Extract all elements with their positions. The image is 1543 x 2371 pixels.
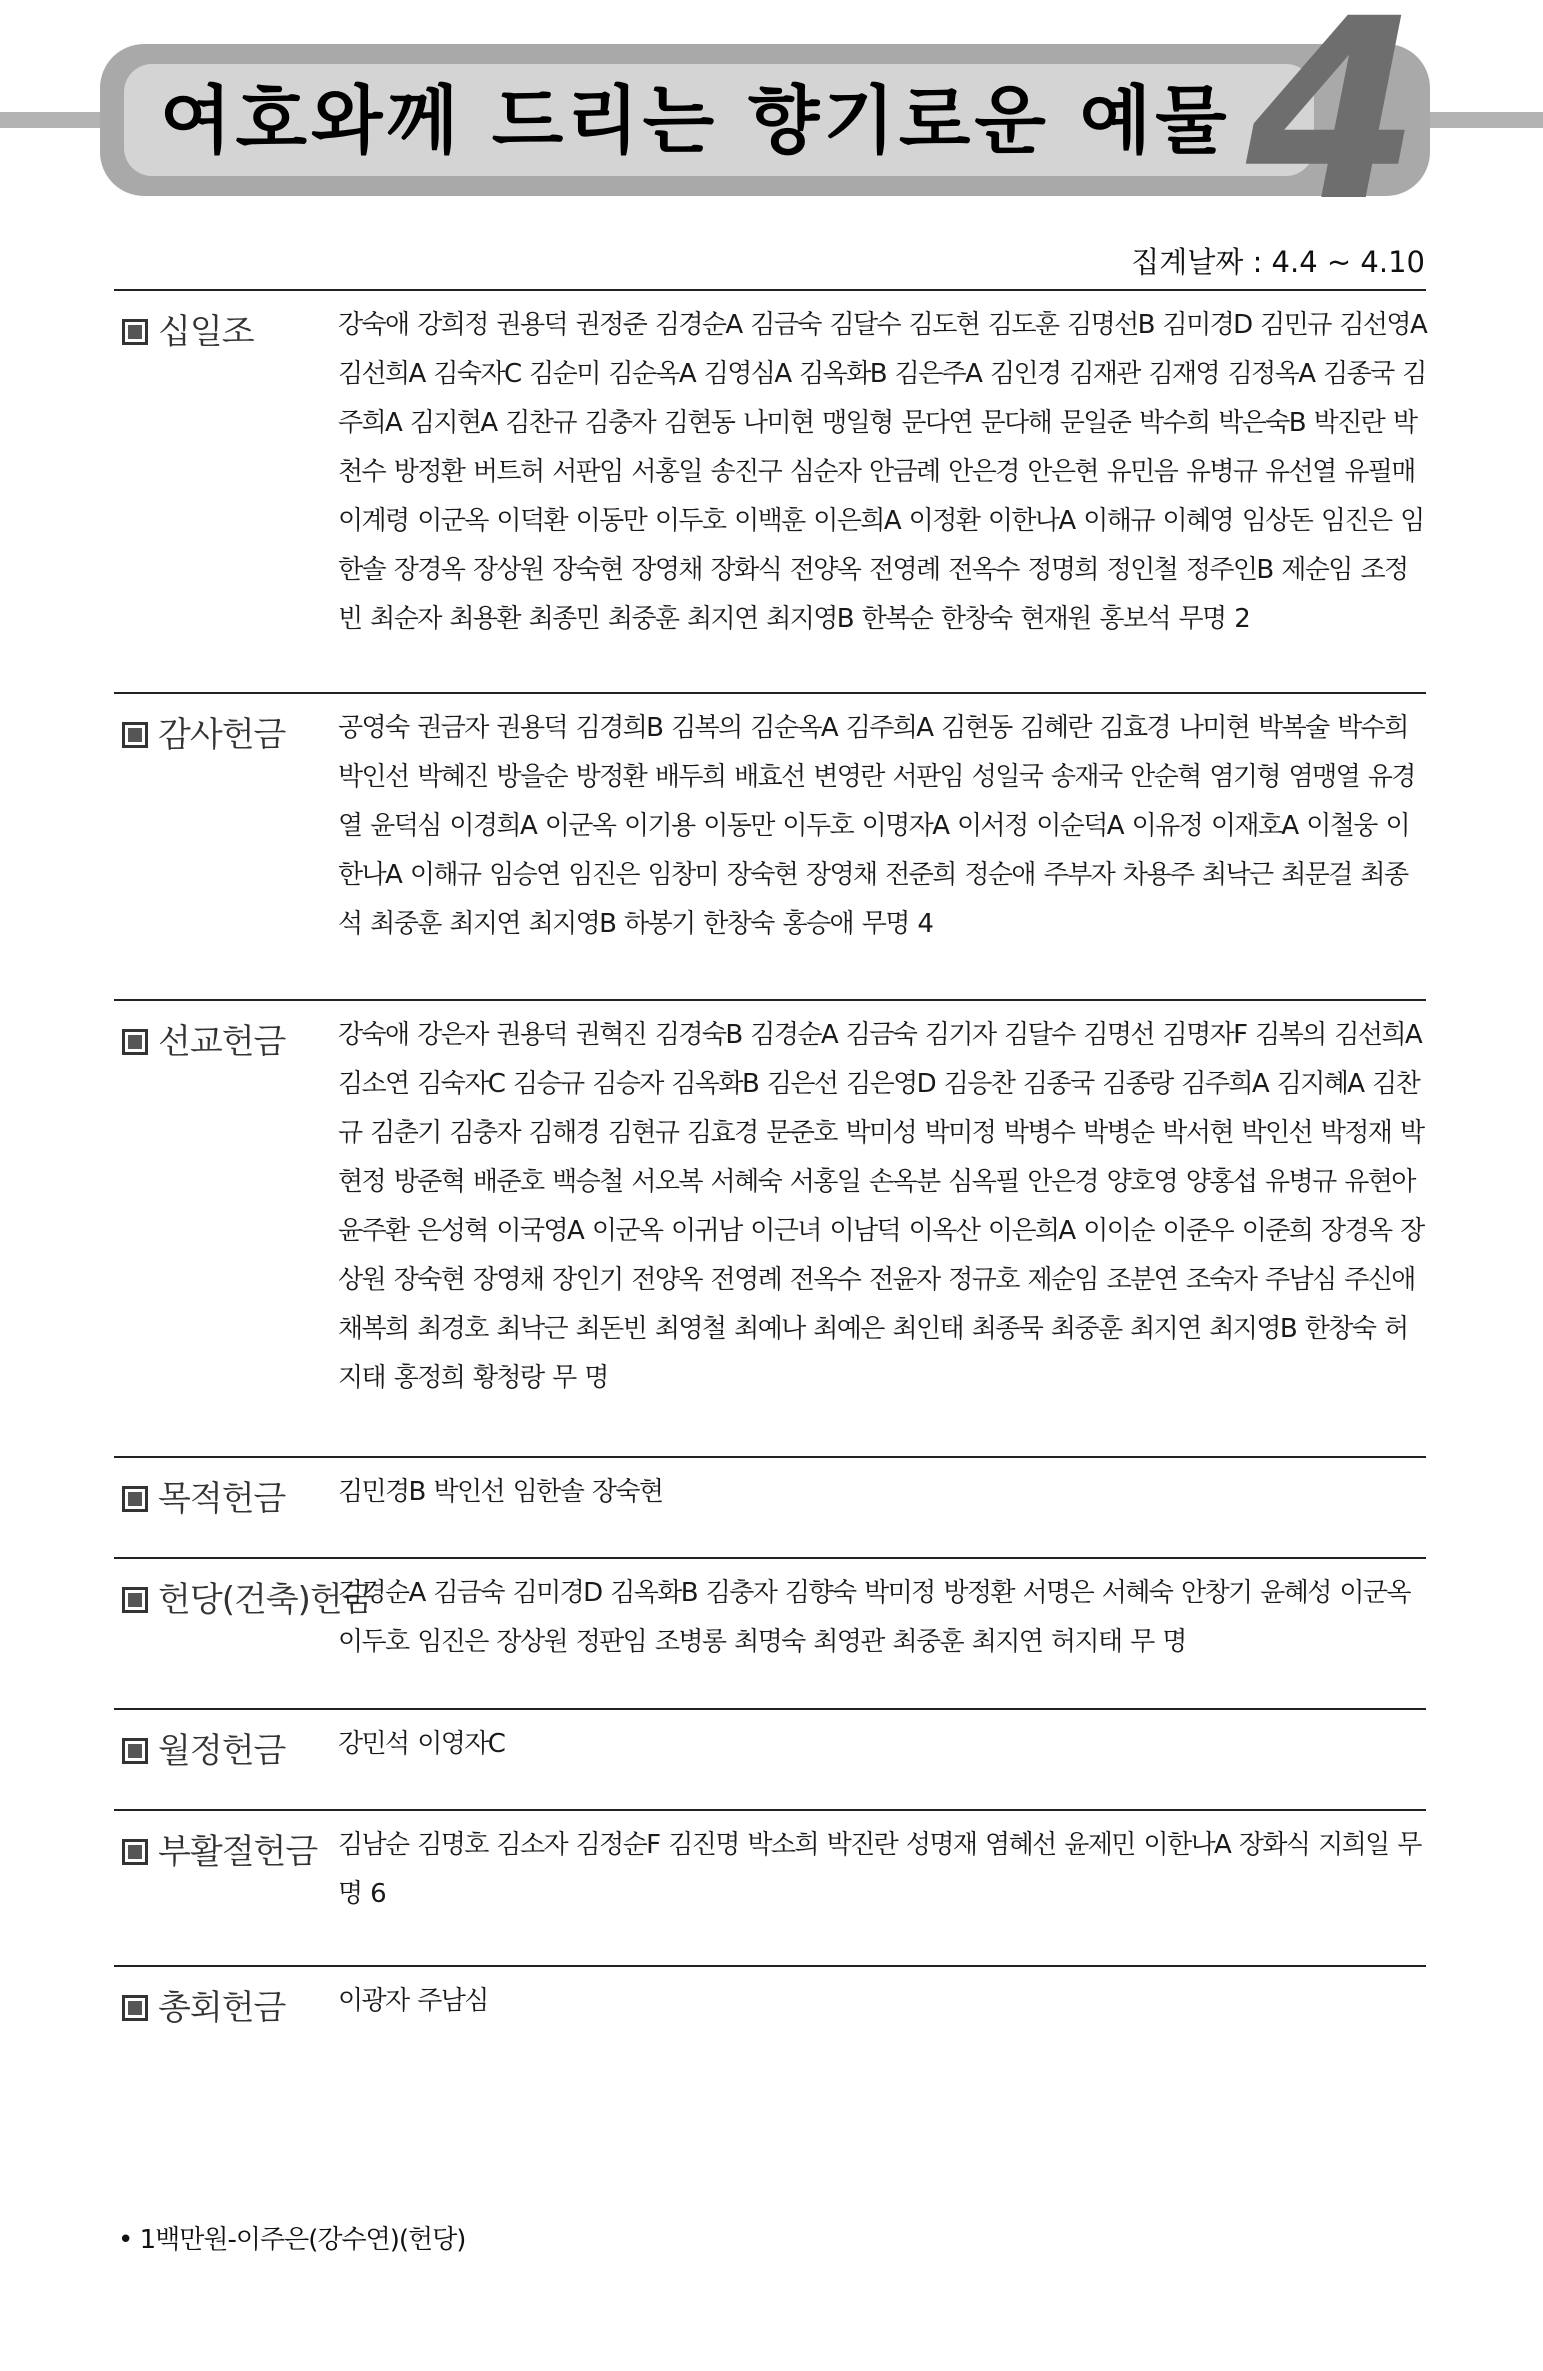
- section-label: [122, 710, 285, 760]
- section-tithe: [114, 289, 1426, 693]
- section-title: 헌당(건축)헌금: [158, 1580, 374, 1620]
- section-label: [122, 1983, 285, 2033]
- section-label: [122, 1474, 285, 1524]
- donor-names: 김경순A 김금숙 김미경D 김옥화B 김충자 김향숙 박미정 방정환 서명은 서혜숙 안창기 윤혜성 이군옥 이두호 임진은 장상원 정판임 조병롱 최명숙 최영관 최중훈 최지연 허지태 무 명: [338, 1578, 1410, 1657]
- issue-number: 4: [1246, 0, 1420, 256]
- section-easter: [114, 1809, 1426, 1966]
- donor-names: 김민경B 박인선 임한솔 장숙현: [338, 1477, 663, 1507]
- square-bullet-icon: [122, 1486, 148, 1512]
- footnote: • 1백만원-이주은(강수연)(헌당): [118, 2225, 466, 2255]
- donor-names: 공영숙 권금자 권용덕 김경희B 김복의 김순옥A 김주희A 김현동 김혜란 김효경 나미현 박복술 박수희 박인선 박혜진 방을순 방정환 배두희 배효선 변영란 서판임 성일국 송재국 안순혁 염기형 염맹열 유경열 윤덕심 이경희A 이군옥 이기용 이동만 이두호 이명자A 이서정 이순덕A 이유정 이재호A 이철웅 이한나A 이해규 임승연 임진은 임창미 장숙현 장영채 전준희 정순애 주부자 차용주 최낙근 최문걸 최종석 최중훈 최지연 최지영B 하봉기 한창숙 홍승애 무명 4: [338, 713, 1415, 939]
- square-bullet-icon: [122, 319, 148, 345]
- section-monthly: [114, 1708, 1426, 1810]
- donor-names: 강민석 이영자C: [338, 1729, 505, 1759]
- section-title: 월정헌금: [158, 1731, 286, 1771]
- tally-date: 집계날짜 : 4.4 ~ 4.10: [1131, 245, 1425, 279]
- section-title: 십일조: [158, 312, 254, 352]
- section-title: 총회헌금: [158, 1988, 286, 2028]
- section-mission: [114, 999, 1426, 1457]
- header-right-rule: [1420, 112, 1543, 128]
- section-designated: [114, 1456, 1426, 1558]
- section-title: 감사헌금: [158, 715, 286, 755]
- section-thanksgiving: [114, 692, 1426, 1000]
- section-label: [122, 1726, 285, 1776]
- header-left-rule: [0, 112, 110, 128]
- square-bullet-icon: [122, 1839, 148, 1865]
- donor-names: 강숙애 강희정 권용덕 권정준 김경순A 김금숙 김달수 김도현 김도훈 김명선B 김미경D 김민규 김선영A 김선희A 김숙자C 김순미 김순옥A 김영심A 김옥화B 김은주A 김인경 김재관 김재영 김정옥A 김종국 김주희A 김지현A 김찬규 김충자 김현동 나미현 맹일형 문다연 문다해 문일준 박수희 박은숙B 박진란 박천수 방정환 버트허 서판임 서홍일 송진구 심순자 안금례 안은경 안은현 유민음 유병규 유선열 유필매 이계령 이군옥 이덕환 이동만 이두호 이백훈 이은희A 이정환 이한나A 이해규 이혜영 임상돈 임진은 임한솔 장경옥 장상원 장숙현 장영채 장화식 전양옥 전영례 전옥수 정명희 정인철 정주인B 제순임 조정빈 최순자 최용환 최종민 최중훈 최지연 최지영B 한복순 한창숙 현재원 홍보석 무명 2: [338, 310, 1427, 634]
- page-title: 여호와께 드리는 향기로운 예물: [160, 78, 1231, 164]
- donor-names: 강숙애 강은자 권용덕 권혁진 김경숙B 김경순A 김금숙 김기자 김달수 김명선 김명자F 김복의 김선희A 김소연 김숙자C 김승규 김승자 김옥화B 김은선 김은영D 김응찬 김종국 김종랑 김주희A 김지혜A 김찬규 김춘기 김충자 김해경 김현규 김효경 문준호 박미성 박미정 박병수 박병순 박서현 박인선 박정재 박현정 방준혁 배준호 백승철 서오복 서혜숙 서홍일 손옥분 심옥필 안은경 양호영 양홍섭 유병규 유현아 윤주환 은성혁 이국영A 이군옥 이귀남 이근녀 이남덕 이옥산 이은희A 이이순 이준우 이준희 장경옥 장상원 장숙현 장영채 장인기 전양옥 전영례 전옥수 전윤자 정규호 제순임 조분연 조숙자 주남심 주신애 채복희 최경호 최낙근 최돈빈 최영철 최예나 최예은 최인태 최종묵 최중훈 최지연 최지영B 한창숙 허지태 홍정희 황청랑 무 명: [338, 1020, 1424, 1393]
- section-label: [122, 1017, 285, 1067]
- donor-names: 김남순 김명호 김소자 김정순F 김진명 박소희 박진란 성명재 염혜선 윤제민 이한나A 장화식 지희일 무명 6: [338, 1830, 1421, 1909]
- square-bullet-icon: [122, 1587, 148, 1613]
- section-title: 목적헌금: [158, 1479, 286, 1519]
- section-title: 선교헌금: [158, 1022, 286, 1062]
- section-label: [122, 307, 254, 357]
- donor-names: 이광자 주남심: [338, 1986, 488, 2016]
- section-label: [122, 1827, 317, 1877]
- section-title: 부활절헌금: [158, 1832, 318, 1872]
- section-building: [114, 1557, 1426, 1709]
- section-assembly: [114, 1965, 1426, 2087]
- square-bullet-icon: [122, 1995, 148, 2021]
- square-bullet-icon: [122, 1738, 148, 1764]
- square-bullet-icon: [122, 1029, 148, 1055]
- section-label: [122, 1575, 374, 1625]
- square-bullet-icon: [122, 722, 148, 748]
